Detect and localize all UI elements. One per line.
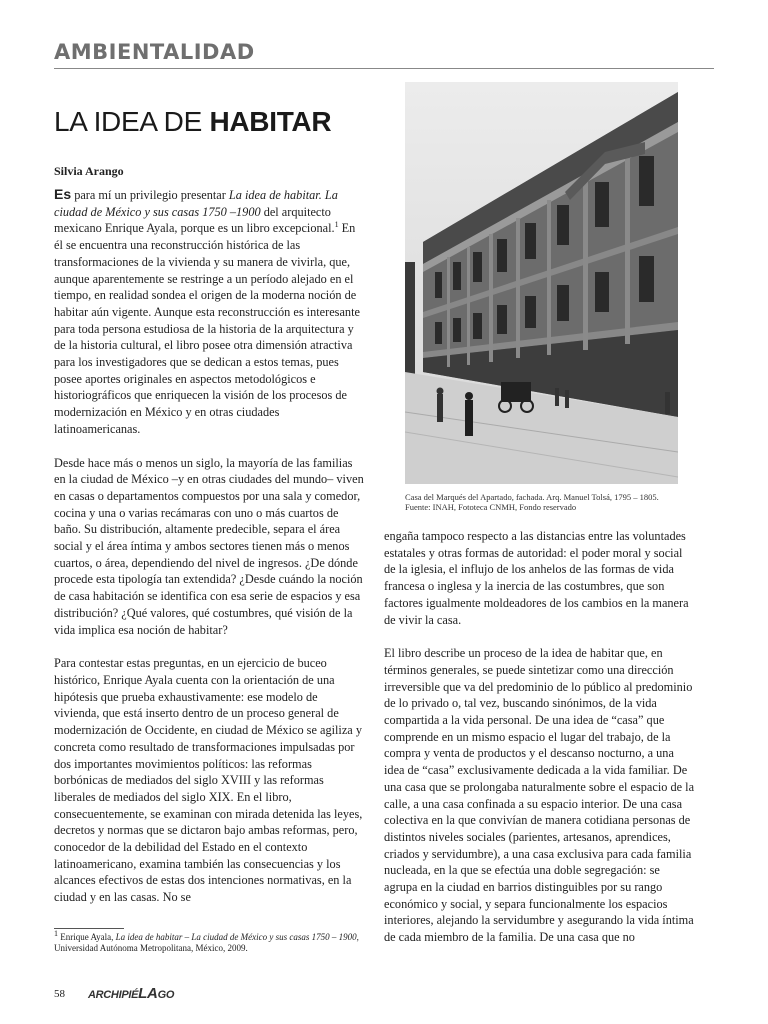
intro-text-a: para mí un privilegio presentar: [71, 188, 229, 202]
footnote-author: Enrique Ayala,: [58, 932, 116, 942]
logo-part-c: GO: [157, 989, 175, 1001]
magazine-logo: [88, 985, 174, 1002]
title-plain: LA IDEA DE: [54, 106, 210, 137]
page-number: 58: [54, 988, 65, 1000]
paragraph-2: Desde hace más o menos un siglo, la mayoría de las familias en la ciudad de México –y en otras ciudades del mundo– viven en casas o departamentos compuestos por una sala y comedor, cocina y una o varias recámaras con uno o más cuartos de baño. Su distribución, altamente predecible, separa el área social y el área íntima y ambos sectores tienen más o menos cuartos, o área, dependiendo del nivel de ingresos. ¿De dónde procede esta tipología tan extendida? ¿Desde cuándo la noción de casa habitación se identifica con esa serie de espacios y esa distribución? ¿Qué valores, qué costumbres, qué visión de la vida implica esa noción de habitar?: [54, 455, 364, 637]
intro-dropin: Es: [54, 186, 72, 202]
author-name: Silvia Arango: [54, 164, 124, 178]
book-title: La idea de habitar. La ciudad de México y sus casas 1750 –1900: [54, 188, 338, 219]
logo-part-a: ARCHIPIÉ: [88, 989, 139, 1001]
building-photo: [405, 82, 678, 484]
paragraph-5: El libro describe un proceso de la idea de habitar que, en términos generales, se puede sintetizar como una dirección irreversible que va del predominio de lo público al predominio de lo privado o, tal vez, buscando sinónimos, de la vida compartida a la vida personal. De una idea de “casa” que comprende en un mismo espacio el lugar del trabajo, de la compra y venta de productos y el descanso nocturno, a una idea de “casa” exclusivamente dedicada a la vida familiar. De una casa que se prolongaba naturalmente sobre el espacio de la calle, a una casa confinada a su espacio interior. De una casa colectiva en la que convivían de manera cotidiana personas de distintos niveles sociales (parientes, artesanos, aprendices, criados y servidumbre), a una casa exclusiva para cada familia nucleada, en la que se efectúa una doble segregación: se agrupa en la ciudad en barrios distinguibles por su rango económico y social, y separa funcionalmente los espacios interiores, alejando la servidumbre y asegurando la vida íntima de cada miembro de la familia. De una casa que no: [384, 646, 695, 945]
footnote-number: 1: [54, 929, 58, 938]
footnote-rule: [54, 928, 124, 929]
article-title: [54, 106, 331, 138]
caption-line-1: Casa del Marqués del Apartado, fachada. Arq. Manuel Tolsá, 1795 – 1805.: [405, 492, 659, 502]
left-column: [54, 186, 366, 923]
right-column: [384, 528, 696, 963]
building-illustration: [405, 82, 678, 484]
paragraph-3: Para contestar estas preguntas, en un ejercicio de buceo histórico, Enrique Ayala cuenta con la orientación de una hipótesis que prueba exhaustivamente: ese modelo de vivienda, que está inserto dentro de un proceso general de modernización de Occidente, en ciudad de México se agiliza y concreta como resultado de transformaciones impulsadas por dos importantes movimientos políticos: las reformas borbónicas de mediados del siglo XVIII y las reformas liberales de mediados del siglo XIX. En el libro, consecuentemente, se examinan con mirada detenida las leyes, decretos y normas que se dictaron bajo ambas reformas, pero, conocedor de la debilidad del Estado en el contexto latinoamericano, examina también las consecuencias y los alcances efectivos de estas dos intenciones normativas, en la ciudad y en las casas. No se: [54, 656, 363, 905]
intro-text-b: del arquitecto mexicano Enrique Ayala, porque es un libro excepcional.: [54, 204, 335, 236]
paragraph-4: engaña tampoco respecto a las distancias entre las voluntades estatales y otras formas de autoridad: el poder moral y social de la iglesia, el influjo de los anhelos de las formas de vida francesa o inglesa y la inercia de las costumbres, que son factores igualmente moldeadores de los cambios en la manera de vivir la casa.: [384, 529, 689, 627]
header-rule: [54, 68, 714, 69]
title-bold: HABITAR: [209, 106, 332, 137]
section-header: AMBIENTALIDAD: [54, 40, 255, 64]
footnote-publisher: Universidad Autónoma Metropolitana, México, 2009.: [54, 943, 248, 953]
footnote-title: La idea de habitar – La ciudad de México y sus casas 1750 – 1900,: [115, 932, 359, 942]
paragraph-intro: [54, 186, 366, 438]
logo-part-b: LA: [138, 985, 158, 1002]
footnote: [54, 929, 374, 954]
footnote-marker: 1: [334, 220, 339, 230]
photo-caption: [405, 492, 695, 512]
intro-text-c: En él se encuentra una reconstrucción histórica de las transformaciones de la vivienda y su manera de vivirla, que, aunque aparentemente se restringe a un período alejado en el tiempo, en realidad sondea el origen de la moderna noción de habitar aún vigente. Aunque esta reconstrucción es interesante para toda persona estudiosa de la historia de la arquitectura y de la historia cultural, el libro posee otra dimensión atractiva para los investigadores que se dedican a estos temas, pues posee aportes originales en aspectos metodológicos e historiográficos que enriquecen la visión de los procesos de modernización en México y en otras ciudades latinoamericanas.: [54, 221, 360, 436]
caption-line-2: Fuente: INAH, Fototeca CNMH, Fondo reservado: [405, 502, 577, 512]
